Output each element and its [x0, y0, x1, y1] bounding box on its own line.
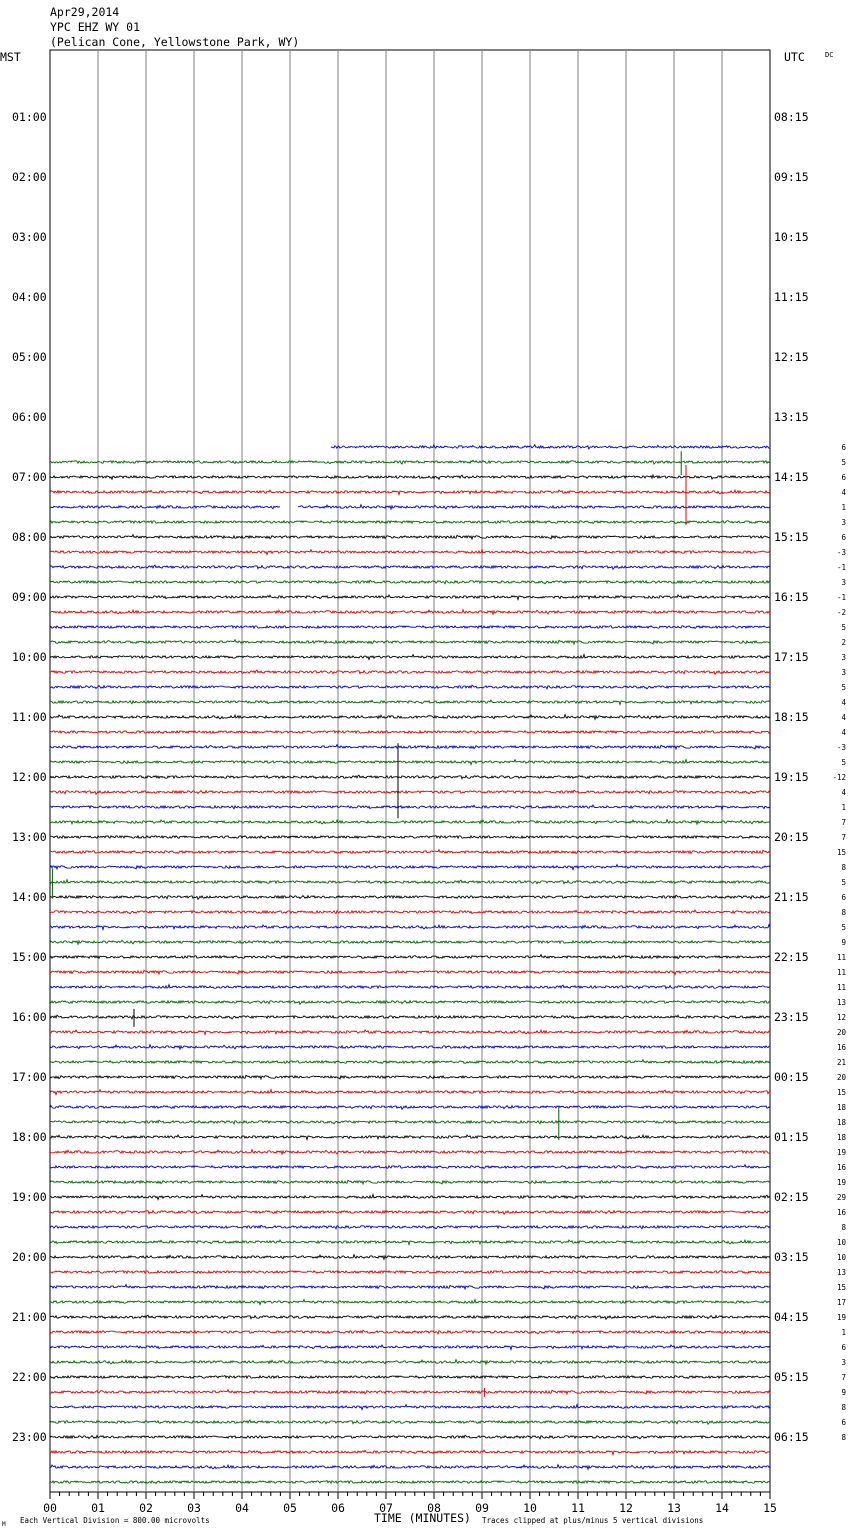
- trace-row: [50, 1420, 770, 1424]
- dc-offset: 18: [836, 1118, 846, 1127]
- trace-row: [50, 985, 770, 989]
- dc-offset: 11: [836, 953, 846, 962]
- dc-offset: 5: [841, 878, 846, 887]
- dc-offset: 7: [841, 1373, 846, 1382]
- dc-offset: 15: [836, 1088, 846, 1097]
- dc-offset: 5: [841, 458, 846, 467]
- dc-offset: 6: [841, 1343, 846, 1352]
- dc-offset: 15: [836, 848, 846, 857]
- dc-offset: 6: [841, 533, 846, 542]
- trace-row: [50, 1015, 770, 1019]
- left-hour-label: 13:00: [12, 830, 47, 844]
- dc-offset: 8: [841, 1223, 846, 1232]
- left-hour-label: 23:00: [12, 1430, 47, 1444]
- trace-row: [50, 775, 770, 779]
- left-hour-label: 07:00: [12, 470, 47, 484]
- right-hour-label: 06:15: [774, 1430, 809, 1444]
- dc-offset: 17: [836, 1298, 846, 1307]
- trace-row: [50, 1211, 770, 1215]
- dc-offset: 20: [836, 1028, 846, 1037]
- plot-frame: [50, 50, 770, 1492]
- dc-offset: 4: [841, 728, 846, 737]
- trace-row: [50, 1435, 770, 1439]
- x-tick-label: 13: [667, 1501, 681, 1515]
- x-tick-label: 07: [379, 1501, 393, 1515]
- trace-row: [50, 1285, 770, 1289]
- dc-offset: 5: [841, 623, 846, 632]
- right-hour-label: 01:15: [774, 1130, 809, 1144]
- trace-row: [50, 1106, 770, 1110]
- x-tick-label: 09: [475, 1501, 489, 1515]
- trace-row: [50, 1315, 770, 1319]
- trace-row: [50, 880, 770, 884]
- dc-offset: 3: [841, 518, 846, 527]
- x-tick-label: 08: [427, 1501, 441, 1515]
- trace-row: [50, 1465, 770, 1470]
- trace-row: [50, 1345, 770, 1350]
- right-hour-label: 09:15: [774, 170, 809, 184]
- trace-row: [50, 910, 770, 914]
- x-tick-label: 05: [283, 1501, 297, 1515]
- trace-row: [50, 1271, 770, 1274]
- dc-offset: 8: [841, 1433, 846, 1442]
- dc-offset: 1: [841, 503, 846, 512]
- dc-offset: 5: [841, 758, 846, 767]
- right-hour-label: 02:15: [774, 1190, 809, 1204]
- trace-row: [50, 1240, 770, 1245]
- trace-row: [50, 1165, 770, 1169]
- trace-row: [50, 731, 770, 734]
- dc-offset: 4: [841, 713, 846, 722]
- dc-offset: 12: [836, 1013, 846, 1022]
- dc-offset: 8: [841, 1403, 846, 1412]
- left-hour-label: 15:00: [12, 950, 47, 964]
- trace-row: [50, 655, 770, 660]
- right-hour-label: 16:15: [774, 590, 809, 604]
- right-hour-label: 11:15: [774, 290, 809, 304]
- trace-row: [50, 1120, 770, 1124]
- right-hour-label: 04:15: [774, 1310, 809, 1324]
- trace-row: [50, 640, 770, 644]
- dc-offset: 16: [836, 1043, 846, 1052]
- trace-row: [50, 580, 770, 584]
- trace-row: [50, 475, 770, 479]
- dc-offset: 13: [836, 998, 846, 1007]
- left-hour-label: 17:00: [12, 1070, 47, 1084]
- footer-clip-note: Traces clipped at plus/minus 5 vertical divisions: [482, 1516, 704, 1525]
- dc-offset: 6: [841, 1418, 846, 1427]
- trace-row: [50, 865, 770, 870]
- dc-offset: 4: [841, 788, 846, 797]
- dc-offset: 6: [841, 893, 846, 902]
- x-tick-label: 02: [139, 1501, 153, 1515]
- trace-row: [50, 1135, 770, 1140]
- trace-row: [50, 535, 770, 539]
- trace-row: [50, 1450, 770, 1454]
- dc-offset: 4: [841, 488, 846, 497]
- left-hour-label: 12:00: [12, 770, 47, 784]
- trace-row: [50, 836, 770, 839]
- x-axis-title: TIME (MINUTES): [374, 1511, 471, 1525]
- dc-offset: 9: [841, 1388, 846, 1397]
- dc-offset: 19: [836, 1148, 846, 1157]
- trace-row: [50, 626, 770, 629]
- right-timezone-label: UTC: [784, 50, 805, 64]
- dc-offset: 1: [841, 803, 846, 812]
- right-hour-label: 22:15: [774, 950, 809, 964]
- dc-offset: 7: [841, 818, 846, 827]
- left-hour-label: 01:00: [12, 110, 47, 124]
- trace-row: [50, 1045, 770, 1050]
- right-hour-label: 10:15: [774, 230, 809, 244]
- left-timezone-label: MST: [0, 50, 21, 64]
- x-tick-label: 04: [235, 1501, 249, 1515]
- left-time-labels: [12, 110, 47, 1444]
- right-hour-label: 18:15: [774, 710, 809, 724]
- right-hour-label: 19:15: [774, 770, 809, 784]
- trace-row: [50, 1001, 770, 1005]
- dc-offset: 3: [841, 1358, 846, 1367]
- dc-offset: 16: [836, 1208, 846, 1217]
- trace-row: [50, 505, 770, 510]
- trace-row: [50, 790, 770, 794]
- trace-row: [50, 805, 770, 809]
- trace-row: [50, 850, 770, 854]
- dc-offset: 3: [841, 653, 846, 662]
- right-hour-label: 12:15: [774, 350, 809, 364]
- right-hour-label: 21:15: [774, 890, 809, 904]
- right-hour-label: 05:15: [774, 1370, 809, 1384]
- left-hour-label: 02:00: [12, 170, 47, 184]
- dc-offset: 11: [836, 983, 846, 992]
- trace-row: [50, 700, 770, 704]
- dc-offset: 10: [836, 1238, 846, 1247]
- trace-row: [50, 1300, 770, 1305]
- trace-row: [50, 685, 770, 689]
- trace-row: [50, 1376, 770, 1379]
- x-tick-label: 01: [91, 1501, 105, 1515]
- trace-row: [50, 940, 770, 944]
- dc-offset: 15: [836, 1283, 846, 1292]
- trace-row: [50, 1030, 770, 1035]
- dc-offset: 19: [836, 1178, 846, 1187]
- left-hour-label: 05:00: [12, 350, 47, 364]
- dc-offset: -1: [836, 593, 846, 602]
- x-tick-label: 11: [571, 1501, 585, 1515]
- dc-offset: 11: [836, 968, 846, 977]
- left-hour-label: 14:00: [12, 890, 47, 904]
- trace-row: [50, 1195, 770, 1200]
- dc-offset: 7: [841, 833, 846, 842]
- dc-offset: 1: [841, 1328, 846, 1337]
- dc-offset: 9: [841, 938, 846, 947]
- header-station: YPC EHZ WY 01: [50, 20, 141, 34]
- left-hour-label: 08:00: [12, 530, 47, 544]
- right-hour-label: 00:15: [774, 1070, 809, 1084]
- dc-offset: -1: [836, 563, 846, 572]
- right-hour-label: 08:15: [774, 110, 809, 124]
- trace-row: [50, 1150, 770, 1155]
- trace-row: [50, 925, 770, 930]
- x-tick-label: 12: [619, 1501, 633, 1515]
- trace-row: [50, 1330, 770, 1334]
- trace-row: [50, 715, 770, 720]
- trace-row: [50, 970, 770, 975]
- trace-row: [50, 1255, 770, 1260]
- dc-offset: 5: [841, 923, 846, 932]
- left-hour-label: 22:00: [12, 1370, 47, 1384]
- left-hour-label: 19:00: [12, 1190, 47, 1204]
- left-hour-label: 18:00: [12, 1130, 47, 1144]
- left-hour-label: 04:00: [12, 290, 47, 304]
- trace-row: [50, 670, 770, 674]
- corner-mark: M: [2, 1521, 6, 1528]
- dc-offset: 29: [836, 1193, 846, 1202]
- trace-row: [50, 1481, 770, 1484]
- right-time-labels: [774, 110, 809, 1444]
- left-hour-label: 21:00: [12, 1310, 47, 1324]
- trace-row: [50, 521, 770, 524]
- trace-row: [50, 1225, 770, 1229]
- left-hour-label: 20:00: [12, 1250, 47, 1264]
- trace-row: [331, 445, 770, 449]
- right-hour-label: 14:15: [774, 470, 809, 484]
- dc-offset: 13: [836, 1268, 846, 1277]
- dc-offset: 8: [841, 863, 846, 872]
- dc-offset: 3: [841, 668, 846, 677]
- trace-row: [50, 1075, 770, 1079]
- right-hour-label: 15:15: [774, 530, 809, 544]
- right-hour-label: 13:15: [774, 410, 809, 424]
- dc-offset: 4: [841, 698, 846, 707]
- header-location: (Pelican Cone, Yellowstone Park, WY): [50, 35, 300, 49]
- dc-offset: 16: [836, 1163, 846, 1172]
- trace-row: [50, 550, 770, 555]
- dc-offset: -12: [832, 773, 846, 782]
- seismic-traces: [50, 445, 770, 1484]
- x-tick-label: 15: [763, 1501, 777, 1515]
- trace-row: [50, 460, 770, 464]
- left-hour-label: 10:00: [12, 650, 47, 664]
- footer-scale-note: Each Vertical Division = 800.00 microvolts: [20, 1516, 210, 1525]
- trace-row: [50, 1060, 770, 1064]
- x-tick-label: 03: [187, 1501, 201, 1515]
- x-tick-label: 10: [523, 1501, 537, 1515]
- dc-offset: -2: [836, 608, 846, 617]
- left-hour-label: 06:00: [12, 410, 47, 424]
- dc-offset: 8: [841, 908, 846, 917]
- left-hour-label: 11:00: [12, 710, 47, 724]
- header-date: Apr29,2014: [50, 5, 120, 19]
- dc-offset: 21: [836, 1058, 846, 1067]
- trace-row: [50, 1405, 770, 1410]
- x-tick-label: 06: [331, 1501, 345, 1515]
- dc-offset: 3: [841, 578, 846, 587]
- dc-offset: -3: [836, 548, 846, 557]
- trace-row: [50, 895, 770, 899]
- dc-offset: 19: [836, 1313, 846, 1322]
- dc-offset: 5: [841, 683, 846, 692]
- trace-row: [50, 610, 770, 615]
- left-hour-label: 16:00: [12, 1010, 47, 1024]
- trace-row: [50, 760, 770, 765]
- dc-offset: 6: [841, 473, 846, 482]
- trace-row: [50, 490, 770, 495]
- dc-offset: 20: [836, 1073, 846, 1082]
- dc-offset: 10: [836, 1253, 846, 1262]
- left-hour-label: 09:00: [12, 590, 47, 604]
- x-tick-label: 00: [43, 1501, 57, 1515]
- trace-row: [50, 595, 770, 600]
- right-hour-label: 17:15: [774, 650, 809, 664]
- trace-row: [50, 1390, 770, 1394]
- trace-row: [50, 745, 770, 749]
- trace-row: [50, 1360, 770, 1365]
- dc-offset: -3: [836, 743, 846, 752]
- left-hour-label: 03:00: [12, 230, 47, 244]
- trace-row: [50, 1090, 770, 1095]
- dc-offset-labels: [832, 443, 846, 1442]
- trace-row: [50, 1180, 770, 1184]
- dc-offset: 18: [836, 1103, 846, 1112]
- dc-offset: 2: [841, 638, 846, 647]
- dc-offset: 18: [836, 1133, 846, 1142]
- trace-row: [50, 955, 770, 959]
- dc-offset: 6: [841, 443, 846, 452]
- trace-row: [50, 565, 770, 569]
- trace-row: [50, 820, 770, 825]
- right-hour-label: 20:15: [774, 830, 809, 844]
- right-hour-label: 03:15: [774, 1250, 809, 1264]
- right-hour-label: 23:15: [774, 1010, 809, 1024]
- x-tick-label: 14: [715, 1501, 729, 1515]
- dc-label: DC: [825, 51, 834, 59]
- grid-lines: [50, 50, 770, 1492]
